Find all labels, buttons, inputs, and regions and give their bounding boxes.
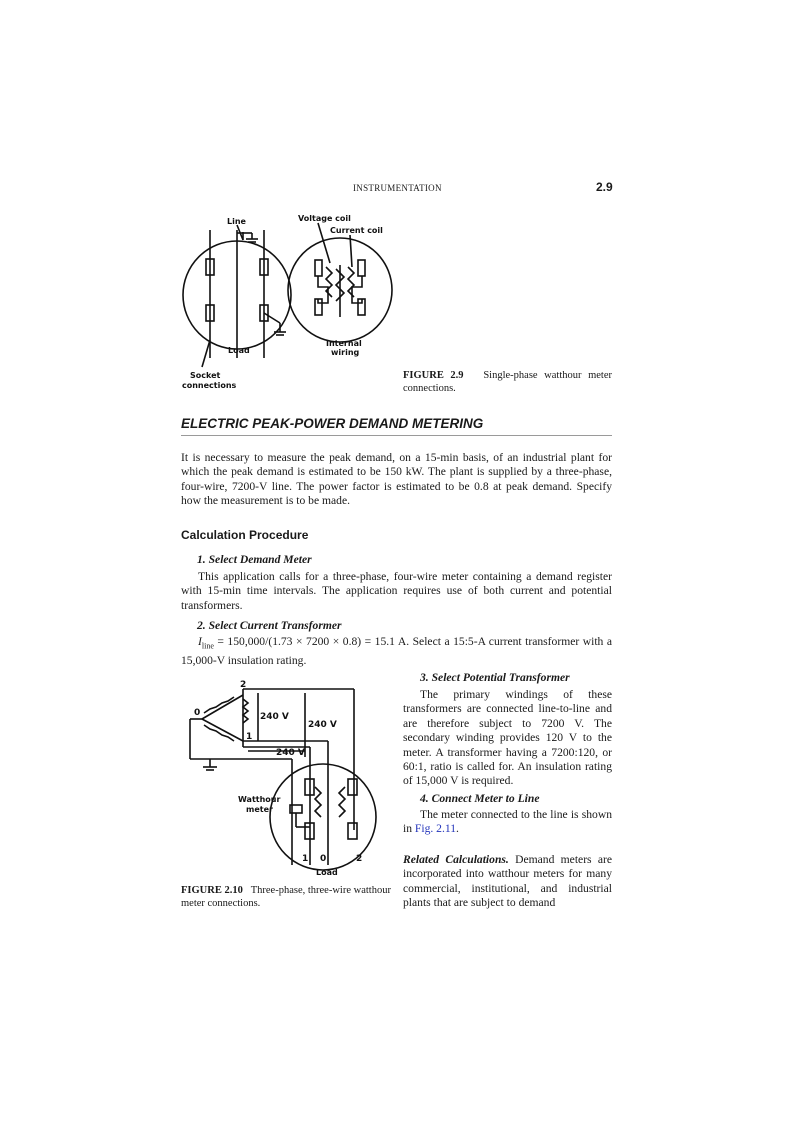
fig29-internal-label: Internal [326, 339, 362, 348]
figure-2-9-diagram [180, 205, 395, 395]
fig29-current-coil-label: Current coil [330, 226, 383, 235]
figure-2-10-caption [181, 884, 391, 910]
running-head: INSTRUMENTATION [353, 183, 442, 193]
figure-2-11-link[interactable]: Fig. 2.11 [414, 822, 457, 836]
fig29-load-label: Load [228, 346, 250, 355]
procedure-heading: Calculation Procedure [181, 528, 309, 542]
fig210-node-0: 0 [194, 708, 201, 718]
fig29-line-label: Line [227, 217, 246, 226]
step-2-current-symbol: I [198, 635, 202, 648]
step-3-title: 3. Select Potential Transformer [420, 671, 570, 684]
step-3-text: The primary windings of these transformers are connected line-to-line and are therefore subject to 7200 V. The secondary winding provides 120 V to the meter. A transformer having a 7200:120, or 60:1, ratio is called for. An insulation rating of 15,000 V is required. [403, 688, 612, 788]
fig29-socket-label: Socket [190, 371, 221, 380]
step-2-title: 2. Select Current Transformer [197, 619, 342, 632]
step-2-text [181, 635, 612, 668]
figure-2-9-caption [403, 369, 612, 395]
fig210-node-2: 2 [240, 680, 247, 690]
step-2-formula: = 150,000/(1.73 × 7200 × 0.8) = 15.1 A. Select a 15:5-A current transformer with a 15,000-V insulation rating. [181, 635, 612, 667]
step-4-end: . [456, 822, 459, 836]
figure-2-9-number: FIGURE 2.9 [403, 370, 464, 381]
fig210-voltage-3: 240 V [276, 748, 305, 758]
fig210-terminal-0: 0 [320, 854, 327, 864]
fig210-watthour-label: Watthour [238, 795, 281, 804]
related-calculations-title: Related Calculations. [403, 853, 509, 866]
section-rule [181, 435, 612, 436]
fig210-meter-label: meter [246, 805, 273, 814]
step-1-title: 1. Select Demand Meter [197, 553, 312, 566]
figure-2-10-number: FIGURE 2.10 [181, 885, 243, 896]
problem-statement: It is necessary to measure the peak demand, on a 15-min basis, of an industrial plant for which the peak demand is estimated to be 150 kW. The plant is supplied by a three-phase, four-wire, 7200-V line. The power factor is estimated to be 0.8 at peak demand. Specify how the measurement is to be made. [181, 451, 612, 508]
fig210-voltage-2: 240 V [308, 720, 337, 730]
page-number: 2.9 [596, 180, 613, 194]
step-4-body: The meter connected to the line is shown in [403, 808, 612, 836]
figure-2-10-diagram [180, 675, 390, 880]
step-4-title: 4. Connect Meter to Line [420, 792, 540, 805]
step-4-text [403, 808, 612, 837]
fig210-load-label: Load [316, 868, 338, 877]
figure-2-9-text: Single-phase watthour meter connections. [403, 370, 612, 394]
fig210-voltage-1: 240 V [260, 712, 289, 722]
fig29-connections-label: connections [182, 381, 237, 390]
fig210-terminal-2: 2 [356, 854, 363, 864]
related-calculations [403, 853, 612, 911]
fig210-terminal-1: 1 [302, 854, 309, 864]
step-2-current-subscript: line [201, 641, 214, 651]
related-calculations-text: Demand meters are incorporated into watthour meters for many commercial, institutional, and industrial plants that are subject to demand [403, 853, 613, 910]
section-title: ELECTRIC PEAK-POWER DEMAND METERING [181, 416, 484, 431]
fig29-wiring-label: wiring [331, 348, 360, 357]
fig29-voltage-coil-label: Voltage coil [298, 214, 351, 223]
step-1-text: This application calls for a three-phase, four-wire meter containing a demand register with 15-min time intervals. The application requires use of both current and potential transformers. [181, 570, 612, 612]
figure-2-10-text: Three-phase, three-wire watthour meter connections. [181, 885, 391, 909]
fig210-node-1: 1 [246, 732, 253, 742]
